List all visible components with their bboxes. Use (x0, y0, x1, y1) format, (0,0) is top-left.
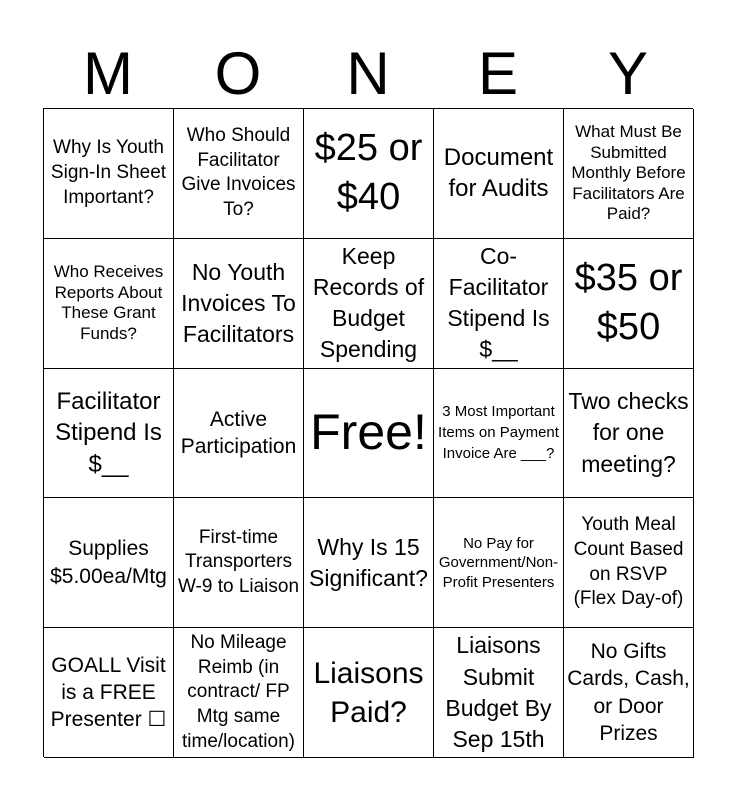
free-space[interactable] (304, 369, 434, 499)
bingo-cell[interactable] (44, 369, 174, 499)
header-letter-y: Y (607, 40, 649, 107)
cell-text: What Must Be Submitted Monthly Before Facilitators Are Paid? (571, 122, 686, 223)
bingo-cell[interactable] (564, 369, 694, 499)
bingo-cell[interactable] (44, 498, 174, 628)
cell-text: Liaisons Paid? (313, 656, 424, 729)
cell-text: 3 Most Important Items on Payment Invoice Are ___? (438, 403, 559, 463)
cell-text: First-time Transporters W-9 to Liaison (177, 526, 300, 598)
bingo-cell[interactable] (174, 498, 304, 628)
cell-text: Who Receives Reports About These Grant Funds? (53, 262, 164, 343)
bingo-cell[interactable] (174, 628, 304, 758)
cell-text: Document for Audits (443, 144, 554, 203)
bingo-cell[interactable] (304, 239, 434, 369)
cell-text: Why Is 15 Significant? (309, 533, 428, 591)
bingo-cell[interactable] (174, 369, 304, 499)
cell-text: No Pay for Government/Non-Profit Presenters (438, 534, 559, 591)
header-letter-m: M (83, 40, 133, 107)
cell-text: Why Is Youth Sign-In Sheet Important? (50, 137, 167, 208)
bingo-cell[interactable] (434, 109, 564, 239)
cell-text: $25 or $40 (314, 127, 423, 219)
bingo-cell[interactable] (564, 239, 694, 369)
bingo-cell[interactable] (564, 109, 694, 239)
cell-text: No Gifts Cards, Cash, or Door Prizes (567, 639, 690, 745)
bingo-cell[interactable] (434, 498, 564, 628)
header-letter-n: N (346, 40, 390, 107)
cell-text: Keep Records of Budget Spending (312, 243, 425, 363)
bingo-cell[interactable] (174, 239, 304, 369)
bingo-cell[interactable] (434, 628, 564, 758)
cell-text: Who Should Facilitator Give Invoices To? (181, 125, 296, 221)
bingo-cell[interactable] (44, 109, 174, 239)
bingo-cell[interactable] (564, 498, 694, 628)
cell-text: Facilitator Stipend Is $__ (55, 388, 162, 478)
bingo-header (43, 40, 693, 108)
bingo-cell[interactable] (304, 498, 434, 628)
cell-text: Free! (310, 404, 427, 461)
cell-text: Liaisons Submit Budget By Sep 15th (445, 632, 552, 752)
cell-text: Two checks for one meeting? (568, 388, 689, 477)
bingo-card (43, 108, 693, 757)
bingo-cell[interactable] (304, 109, 434, 239)
cell-text: GOALL Visit is a FREE Presenter ☐ (50, 653, 167, 732)
cell-text: $35 or $50 (574, 256, 683, 349)
bingo-cell[interactable] (304, 628, 434, 758)
cell-text: No Youth Invoices To Facilitators (181, 258, 296, 347)
bingo-cell[interactable] (434, 369, 564, 499)
cell-text: Youth Meal Count Based on RSVP (Flex Day-of) (573, 514, 684, 610)
cell-text: Supplies $5.00ea/Mtg (50, 537, 167, 588)
cell-text: No Mileage Reimb (in contract/ FP Mtg same time/location) (182, 631, 295, 752)
header-letter-e: E (477, 40, 519, 107)
bingo-cell[interactable] (44, 628, 174, 758)
bingo-cell[interactable] (174, 109, 304, 239)
cell-text: Active Participation (180, 407, 297, 458)
bingo-cell[interactable] (44, 239, 174, 369)
bingo-cell[interactable] (434, 239, 564, 369)
bingo-cell[interactable] (564, 628, 694, 758)
cell-text: Co-Facilitator Stipend Is $__ (447, 243, 550, 363)
header-letter-o: O (214, 40, 262, 107)
